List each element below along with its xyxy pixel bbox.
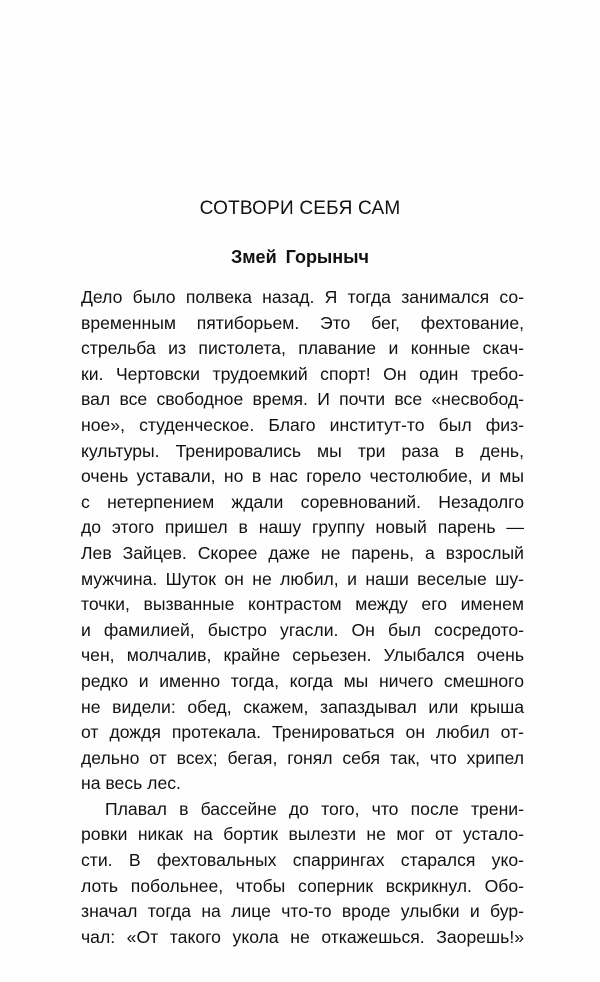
section-title: Змей Горыныч — [230, 247, 370, 267]
text-line: очень уставали, но в нас горело честолюбие, и мы — [81, 466, 524, 487]
text-line: чен, молчалив, крайне серьезен. Улыбался очень — [81, 645, 524, 666]
paragraph-1 — [81, 285, 524, 797]
text-line: сти. В фехтовальных спаррингах старался уко- — [81, 850, 524, 871]
text-line: ровки никак на бортик вылезти не мог от устало- — [81, 824, 524, 845]
text-line: ное», студенческое. Благо институт-то был физ- — [81, 414, 524, 435]
text-line: временным пятиборьем. Это бег, фехтование, — [81, 312, 524, 333]
text-line: значал тогда на лице что-то вроде улыбки и бур- — [81, 901, 524, 922]
text-line: лоть побольнее, чтобы соперник вскрикнул. Обо- — [81, 875, 524, 896]
text-line: вал все свободное время. И почти все «несвобод- — [81, 389, 524, 410]
chapter-title: СОТВОРИ СЕБЯ САМ — [199, 198, 401, 219]
text-line: чал: «От такого укола не откажешься. Заорешь!» — [81, 926, 524, 947]
text-line: ки. Чертовски трудоемкий спорт! Он один требо- — [81, 363, 524, 384]
text-line: Плавал в бассейне до того, что после трени- — [105, 798, 524, 819]
text-line: стрельба из пистолета, плавание и конные скач- — [81, 338, 524, 359]
text-line: дельно от всех; бегая, гонял себя так, что хрипел — [81, 747, 524, 768]
text-line: Дело было полвека назад. Я тогда занимался со- — [81, 287, 524, 307]
text-line: редко и именно тогда, когда мы ничего смешного — [81, 670, 524, 691]
text-line: культуры. Тренировались мы три раза в день, — [81, 440, 524, 461]
text-line: Лев Зайцев. Скорее даже не парень, а взрослый — [81, 542, 524, 563]
body-text — [81, 285, 524, 950]
text-line: мужчина. Шуток он не любил, и наши веселые шу- — [81, 568, 524, 589]
text-line: от дождя протекала. Тренироваться он любил от- — [81, 722, 524, 743]
text-line: и фамилией, быстро угасли. Он был сосредото- — [81, 619, 524, 640]
text-line: с нетерпением ждали соревнований. Незадолго — [81, 491, 524, 512]
text-line: до этого пришел в нашу группу новый парень — — [81, 517, 524, 538]
text-line: точки, вызванные контрастом между его именем — [81, 594, 524, 615]
paragraph-2 — [81, 797, 524, 951]
text-line: не видели: обед, скажем, запаздывал или крыша — [81, 696, 524, 717]
text-line: на весь лес. — [81, 773, 181, 794]
